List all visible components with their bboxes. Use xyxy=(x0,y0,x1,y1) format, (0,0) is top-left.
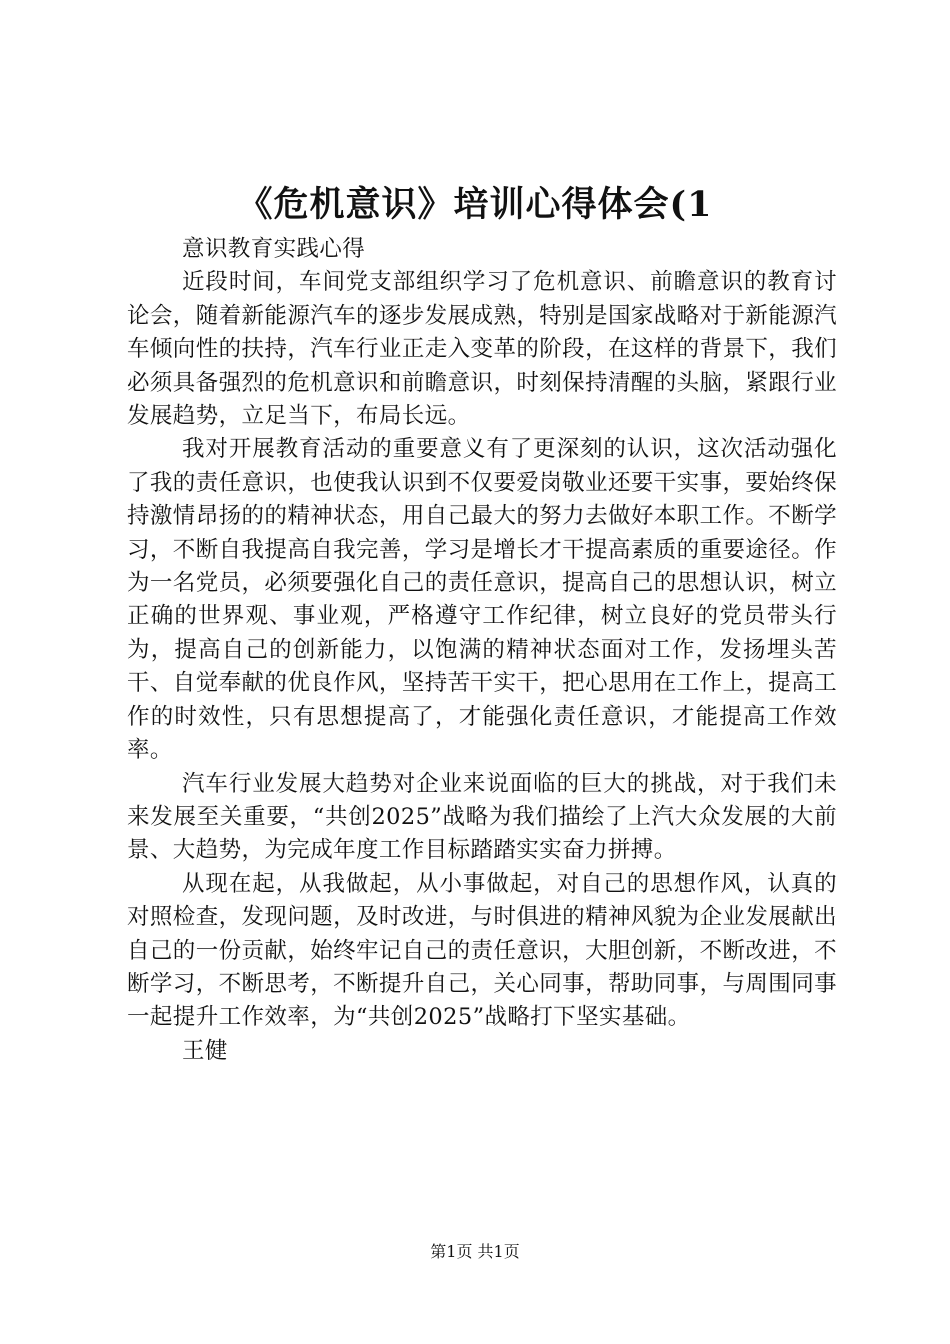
body-paragraph: 我对开展教育活动的重要意义有了更深刻的认识，这次活动强化了我的责任意识，也使我认识到不仅要爱岗敬业还要干实事，要始终保持激情昂扬的的精神状态，用自己最大的努力去做好本职工作。不断学习，不断自我提高自我完善，学习是增长才干提高素质的重要途径。作为一名党员，必须要强化自己的责任意识，提高自己的思想认识，树立正确的世界观、事业观，严格遵守工作纪律，树立良好的党员带头行为，提高自己的创新能力，以饱满的精神状态面对工作，发扬埋头苦干、自觉奉献的优良作风，坚持苦干实干，把心思用在工作上，提高工作的时效性，只有思想提高了，才能强化责任意识，才能提高工作效率。 xyxy=(127,436,837,764)
author-signature: 王健 xyxy=(182,1037,228,1064)
document-title: 《危机意识》培训心得体会(1 xyxy=(237,184,713,225)
body-paragraph: 从现在起，从我做起，从小事做起，对自己的思想作风，认真的对照检查，发现问题，及时改进，与时俱进的精神风貌为企业发展献出自己的一份贡献，始终牢记自己的责任意识，大胆创新，不断改进，不断学习，不断思考，不断提升自己，关心同事，帮助同事，与周围同事一起提升工作效率，为“共创2025”战略打下坚实基础。 xyxy=(127,870,837,1031)
body-paragraph: 汽车行业发展大趋势对企业来说面临的巨大的挑战，对于我们未来发展至关重要，“共创2025”战略为我们描绘了上汽大众发展的大前景、大趋势，为完成年度工作目标踏踏实实奋力拼搏。 xyxy=(127,770,837,864)
page-number-footer: 第1页 共1页 xyxy=(430,1242,520,1261)
subtitle-paragraph: 意识教育实践心得 xyxy=(182,236,366,262)
body-paragraph: 近段时间，车间党支部组织学习了危机意识、前瞻意识的教育讨论会，随着新能源汽车的逐步发展成熟，特别是国家战略对于新能源汽车倾向性的扶持，汽车行业正走入变革的阶段，在这样的背景下，我们必须具备强烈的危机意识和前瞻意识，时刻保持清醒的头脑，紧跟行业发展趋势，立足当下，布局长远。 xyxy=(127,269,837,430)
document-body xyxy=(127,233,837,1068)
